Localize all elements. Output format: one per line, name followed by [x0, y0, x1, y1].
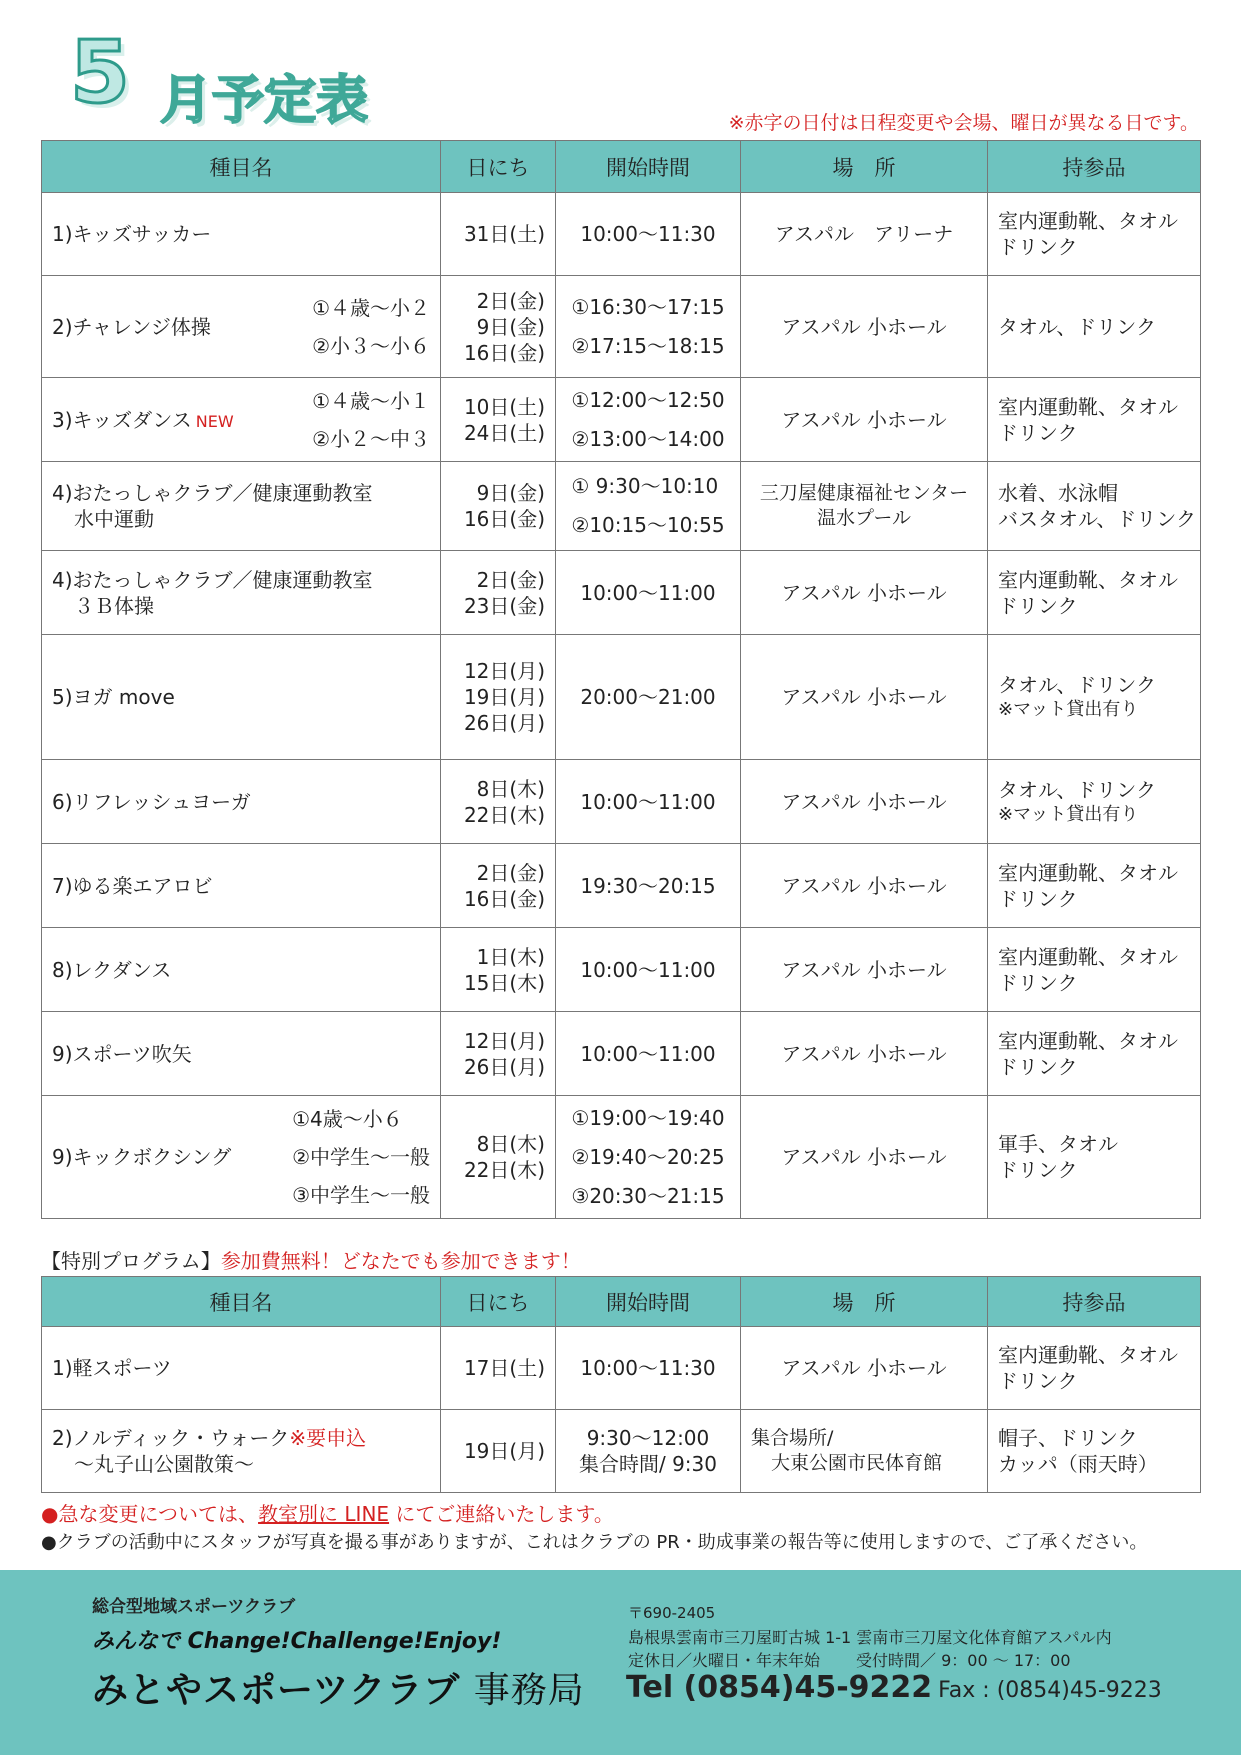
- table-row: [42, 1096, 1201, 1219]
- event-line: [52, 1355, 430, 1381]
- event-line: [52, 684, 430, 710]
- event-cell: [42, 635, 441, 760]
- footer-org: 総合型地域スポーツクラブ: [92, 1597, 296, 1617]
- red-date-note: ※赤字の日付は日程変更や会場、曜日が異なる日です。: [728, 112, 1199, 134]
- footer-hours: [628, 1648, 1071, 1671]
- title-month: 5: [70, 23, 130, 123]
- footer-club-name: [92, 1662, 585, 1713]
- time-value: 集合時間/ 9:30: [578, 1452, 717, 1476]
- items-cell: [988, 844, 1201, 928]
- event-cell: [42, 1327, 441, 1410]
- items-cell: [988, 193, 1201, 276]
- footer-closed: 定休日／火曜日・年末年始: [628, 1651, 821, 1670]
- items-cell: [988, 462, 1201, 551]
- place-cell: [741, 378, 988, 462]
- line-notice: [41, 1498, 614, 1527]
- footer-address: 島根県雲南市三刀屋町古城 1-1 雲南市三刀屋文化体育館アスパル内: [628, 1628, 1112, 1647]
- item-value: 室内運動靴、タオル: [998, 860, 1178, 885]
- time-list: [571, 288, 724, 366]
- time-value: 19:30～20:15: [580, 873, 716, 898]
- time-list: [566, 873, 730, 899]
- date-value: 26日(月): [463, 1054, 545, 1079]
- event-cell: [42, 276, 441, 378]
- table-row: [42, 462, 1201, 551]
- mat-rental-note: ※マット貸出有り: [998, 803, 1139, 825]
- time-cell: [556, 378, 741, 462]
- table-row: [42, 378, 1201, 462]
- time-cell: [556, 276, 741, 378]
- time-value: 10:00～11:00: [580, 957, 716, 982]
- date-value: 16日(金): [463, 340, 545, 365]
- event-cell: [42, 1012, 441, 1096]
- date-value: 19日(月): [463, 685, 545, 709]
- place-value: 大東公園市民体育館: [771, 1452, 943, 1474]
- footer-slogan: みんなで Change!Challenge!Enjoy!: [92, 1629, 502, 1654]
- item-value: 室内運動靴、タオル: [998, 209, 1178, 233]
- event-wrap: [52, 295, 430, 358]
- event-name: 3)キッズダンス: [52, 407, 192, 432]
- time-cell: [556, 1327, 741, 1410]
- notice-text-a: ●急な変更については、: [41, 1502, 259, 1526]
- time-list: [566, 221, 730, 247]
- date-cell: [441, 928, 556, 1012]
- event-name: 4)おたっしゃクラブ／健康運動教室: [52, 481, 373, 505]
- date-value: 31日(土): [463, 222, 545, 246]
- table-row: [42, 551, 1201, 635]
- items-cell: [988, 928, 1201, 1012]
- place-value: アスパル 小ホール: [781, 1145, 947, 1169]
- footer-zip: 〒690-2405: [628, 1604, 716, 1622]
- age-group: ①４歳～小１: [312, 388, 430, 413]
- header-event: 種目名: [42, 1277, 441, 1327]
- time-value: ①16:30～17:15: [571, 294, 725, 319]
- time-list: [566, 1041, 730, 1067]
- event-cell: [42, 551, 441, 635]
- event-cell: [42, 844, 441, 928]
- place-cell: [741, 1410, 988, 1493]
- application-required-tag: ※要申込: [289, 1426, 367, 1450]
- event-line: [52, 873, 430, 899]
- event-cell: [42, 378, 441, 462]
- event-name: 9)スポーツ吹矢: [52, 1041, 192, 1066]
- date-cell: [441, 635, 556, 760]
- place-cell: [741, 1096, 988, 1219]
- time-value: 20:00～21:00: [580, 685, 716, 709]
- item-value: ドリンク: [998, 1369, 1078, 1393]
- photo-notice: ●クラブの活動中にスタッフが写真を撮る事がありますが、これはクラブの PR・助成事業の報告等に使用しますので、ご了承ください。: [41, 1532, 1148, 1553]
- item-value: ドリンク: [998, 970, 1078, 995]
- date-cell: [441, 760, 556, 844]
- time-value: ①12:00～12:50: [571, 387, 725, 412]
- time-value: 10:00～11:00: [580, 1041, 716, 1066]
- event-name: 5)ヨガ move: [52, 685, 175, 709]
- item-value: 室内運動靴、タオル: [998, 394, 1178, 419]
- event-name: 6)リフレッシュヨーガ: [52, 789, 251, 814]
- item-value: タオル、ドリンク: [998, 777, 1156, 802]
- items-cell: [988, 635, 1201, 760]
- place-value: アスパル 小ホール: [781, 873, 947, 898]
- event-wrap: [52, 1355, 430, 1381]
- time-cell: [556, 551, 741, 635]
- event-wrap: [52, 567, 430, 619]
- items-cell: [988, 378, 1201, 462]
- event-wrap: [52, 221, 430, 247]
- footer: [0, 1570, 1241, 1755]
- time-list: [566, 684, 730, 710]
- schedule-table: [41, 140, 1201, 1219]
- event-cell: [42, 462, 441, 551]
- item-value: タオル、ドリンク: [998, 673, 1156, 698]
- special-header-row: [42, 1277, 1201, 1327]
- age-groups: [312, 289, 430, 365]
- items-cell: [988, 276, 1201, 378]
- header-place: 場 所: [741, 1277, 988, 1327]
- date-cell: [441, 276, 556, 378]
- table-row: [42, 1012, 1201, 1096]
- time-list: [566, 1355, 730, 1381]
- place-cell: [741, 844, 988, 928]
- date-cell: [441, 462, 556, 551]
- table-row: [42, 760, 1201, 844]
- date-cell: [441, 844, 556, 928]
- place-value: アスパル 小ホール: [781, 957, 947, 982]
- time-cell: [556, 760, 741, 844]
- event-subtitle: 水中運動: [74, 507, 154, 531]
- header-time: 開始時間: [556, 1277, 741, 1327]
- time-cell: [556, 1410, 741, 1493]
- place-cell: [741, 928, 988, 1012]
- age-group: ③中学生～一般: [292, 1183, 430, 1207]
- event-line: [52, 957, 430, 983]
- date-value: 8日(木): [476, 776, 545, 801]
- item-value: ドリンク: [998, 235, 1078, 259]
- item-value: 室内運動靴、タオル: [998, 944, 1178, 969]
- items-cell: [988, 1012, 1201, 1096]
- event-wrap: [52, 873, 430, 899]
- time-value: ②10:15～10:55: [571, 513, 725, 537]
- place-value: アスパル 小ホール: [781, 685, 947, 709]
- date-value: 22日(木): [463, 802, 545, 827]
- date-value: 10日(土): [463, 394, 545, 419]
- time-value: 10:00～11:00: [580, 580, 716, 605]
- event-line: [52, 789, 430, 815]
- event-wrap: [52, 684, 430, 710]
- item-value: ドリンク: [998, 593, 1078, 618]
- date-value: 22日(木): [463, 1158, 545, 1182]
- event-cell: [42, 928, 441, 1012]
- event-name: 7)ゆる楽エアロビ: [52, 873, 213, 898]
- date-value: 15日(木): [463, 970, 545, 995]
- event-cell: [42, 1096, 441, 1219]
- time-cell: [556, 635, 741, 760]
- notice-text-c: にてご連絡いたします。: [389, 1502, 614, 1526]
- event-name: 1)キッズサッカー: [52, 222, 212, 246]
- mat-rental-note: ※マット貸出有り: [998, 699, 1139, 721]
- special-heading-label: 【特別プログラム】: [41, 1249, 221, 1273]
- items-cell: [988, 1327, 1201, 1410]
- time-cell: [556, 462, 741, 551]
- date-value: 9日(金): [476, 481, 545, 505]
- header-place: 場 所: [741, 141, 988, 193]
- date-cell: [441, 1410, 556, 1493]
- time-value: ②19:40～20:25: [571, 1144, 725, 1169]
- time-list: [579, 1425, 717, 1477]
- items-cell: [988, 1410, 1201, 1493]
- event-name: 2)チャレンジ体操: [52, 314, 211, 339]
- event-name: 1)軽スポーツ: [52, 1356, 172, 1380]
- table-row: [42, 635, 1201, 760]
- footer-contact: [626, 1670, 1162, 1705]
- event-line: [52, 567, 430, 593]
- date-value: 9日(金): [476, 314, 545, 339]
- title-text: 月予定表: [160, 71, 369, 131]
- event-line: [52, 221, 430, 247]
- event-wrap: [52, 1107, 430, 1207]
- date-value: 2日(金): [476, 860, 545, 885]
- item-value: 帽子、ドリンク: [998, 1426, 1138, 1450]
- table-row: [42, 193, 1201, 276]
- header-event: 種目名: [42, 141, 441, 193]
- date-value: 12日(月): [463, 1028, 545, 1053]
- time-cell: [556, 1012, 741, 1096]
- special-program-table: [41, 1276, 1201, 1493]
- time-cell: [556, 193, 741, 276]
- item-value: ドリンク: [998, 886, 1078, 911]
- club-name: みとやスポーツクラブ: [92, 1670, 461, 1711]
- place-cell: [741, 760, 988, 844]
- items-cell: [988, 551, 1201, 635]
- time-list: [571, 381, 724, 459]
- place-cell: [741, 193, 988, 276]
- item-value: ドリンク: [998, 1158, 1078, 1182]
- time-value: ①19:00～19:40: [571, 1105, 725, 1130]
- time-list: [571, 1099, 724, 1216]
- place-cell: [741, 1012, 988, 1096]
- place-value: アスパル 小ホール: [781, 580, 947, 605]
- date-cell: [441, 1327, 556, 1410]
- age-groups: [312, 382, 430, 458]
- time-value: 10:00～11:30: [580, 1356, 716, 1380]
- club-office: 事務局: [473, 1670, 585, 1711]
- age-group: ②小２～中３: [312, 426, 430, 451]
- event-cell: [42, 193, 441, 276]
- item-value: 室内運動靴、タオル: [998, 1028, 1178, 1053]
- event-line: [52, 1041, 430, 1067]
- items-cell: [988, 760, 1201, 844]
- time-value: ②17:15～18:15: [571, 333, 725, 358]
- event-name: 9)キックボクシング: [52, 1145, 232, 1169]
- date-cell: [441, 378, 556, 462]
- items-cell: [988, 1096, 1201, 1219]
- date-value: 19日(月): [463, 1439, 545, 1463]
- date-value: 17日(土): [463, 1356, 545, 1380]
- table-row: [42, 276, 1201, 378]
- footer-reception: 受付時間／ 9：00 ～ 17：00: [856, 1651, 1071, 1670]
- place-value: 三刀屋健康福祉センター: [759, 482, 969, 505]
- item-value: 室内運動靴、タオル: [998, 567, 1178, 592]
- event-wrap: [52, 388, 430, 451]
- place-value: アスパル 小ホール: [781, 1041, 947, 1066]
- date-cell: [441, 551, 556, 635]
- event-name: 8)レクダンス: [52, 957, 172, 982]
- place-value: 温水プール: [816, 507, 912, 529]
- item-value: タオル、ドリンク: [998, 314, 1156, 339]
- time-value: 10:00～11:30: [580, 222, 716, 246]
- header-date: 日にち: [441, 1277, 556, 1327]
- event-line: [52, 1425, 430, 1451]
- age-groups: [292, 1100, 430, 1214]
- time-cell: [556, 928, 741, 1012]
- table-row: [42, 844, 1201, 928]
- item-value: ドリンク: [998, 1054, 1078, 1079]
- place-value: アスパル アリーナ: [774, 222, 954, 246]
- date-cell: [441, 193, 556, 276]
- new-badge: NEW: [195, 411, 234, 431]
- time-list: [566, 580, 730, 606]
- time-value: 10:00～11:00: [580, 789, 716, 814]
- time-value: 9:30～12:00: [586, 1426, 710, 1450]
- event-subtitle: ３Ｂ体操: [74, 593, 154, 618]
- place-cell: [741, 551, 988, 635]
- time-value: ③20:30～21:15: [571, 1183, 725, 1208]
- special-heading-note: 参加費無料！どなたでも参加できます！: [220, 1249, 581, 1273]
- date-cell: [441, 1096, 556, 1219]
- header-items: 持参品: [988, 141, 1201, 193]
- time-cell: [556, 1096, 741, 1219]
- place-cell: [741, 1327, 988, 1410]
- time-list: [571, 467, 724, 545]
- place-value: アスパル 小ホール: [781, 407, 947, 432]
- date-value: 2日(金): [476, 567, 545, 592]
- event-wrap: [52, 789, 430, 815]
- table-header-row: [42, 141, 1201, 193]
- date-value: 1日(木): [476, 944, 545, 969]
- date-cell: [441, 1012, 556, 1096]
- date-value: 26日(月): [463, 711, 545, 735]
- time-list: [566, 789, 730, 815]
- item-value: カッパ（雨天時）: [998, 1452, 1158, 1476]
- place-cell: [741, 462, 988, 551]
- date-value: 24日(土): [463, 420, 545, 445]
- place-cell: [741, 635, 988, 760]
- age-group: ②小３～小６: [312, 333, 430, 358]
- time-value: ②13:00～14:00: [571, 426, 725, 451]
- event-wrap: [52, 957, 430, 983]
- event-cell: [42, 1410, 441, 1493]
- table-row: [42, 1327, 1201, 1410]
- event-wrap: [52, 1425, 430, 1477]
- date-value: 16日(金): [463, 507, 545, 531]
- age-group: ①４歳～小２: [312, 295, 430, 320]
- table-row: [42, 928, 1201, 1012]
- notice-text-b: 教室別に LINE: [258, 1502, 390, 1526]
- item-value: バスタオル、ドリンク: [998, 507, 1196, 531]
- event-name: 4)おたっしゃクラブ／健康運動教室: [52, 567, 373, 592]
- age-group: ①4歳～小６: [292, 1107, 403, 1131]
- event-name: 2)ノルディック・ウォーク: [52, 1426, 290, 1450]
- event-wrap: [52, 1041, 430, 1067]
- footer-fax: Fax : (0854)45-9223: [938, 1678, 1162, 1703]
- item-value: 軍手、タオル: [998, 1132, 1118, 1156]
- date-value: 2日(金): [476, 288, 545, 313]
- time-value: ① 9:30～10:10: [571, 474, 719, 498]
- footer-tel[interactable]: Tel (0854)45-9222: [626, 1670, 933, 1705]
- time-cell: [556, 844, 741, 928]
- header-time: 開始時間: [556, 141, 741, 193]
- item-value: ドリンク: [998, 420, 1078, 445]
- date-value: 16日(金): [463, 886, 545, 911]
- header-date: 日にち: [441, 141, 556, 193]
- event-cell: [42, 760, 441, 844]
- header-items: 持参品: [988, 1277, 1201, 1327]
- date-value: 8日(木): [476, 1132, 545, 1156]
- event-subtitle: ～丸子山公園散策～: [74, 1452, 254, 1476]
- age-group: ②中学生～一般: [292, 1145, 430, 1169]
- date-value: 23日(金): [463, 593, 545, 618]
- place-value: アスパル 小ホール: [781, 789, 947, 814]
- item-value: 水着、水泳帽: [998, 481, 1118, 505]
- time-list: [566, 957, 730, 983]
- event-line: [52, 480, 430, 506]
- place-cell: [741, 276, 988, 378]
- date-value: 12日(月): [463, 659, 545, 683]
- table-row: [42, 1410, 1201, 1493]
- place-value: アスパル 小ホール: [781, 1356, 947, 1380]
- place-value: アスパル 小ホール: [781, 314, 947, 339]
- special-program-heading: [41, 1245, 581, 1274]
- place-value: 集合場所/: [751, 1427, 834, 1450]
- item-value: 室内運動靴、タオル: [998, 1343, 1178, 1367]
- event-wrap: [52, 480, 430, 532]
